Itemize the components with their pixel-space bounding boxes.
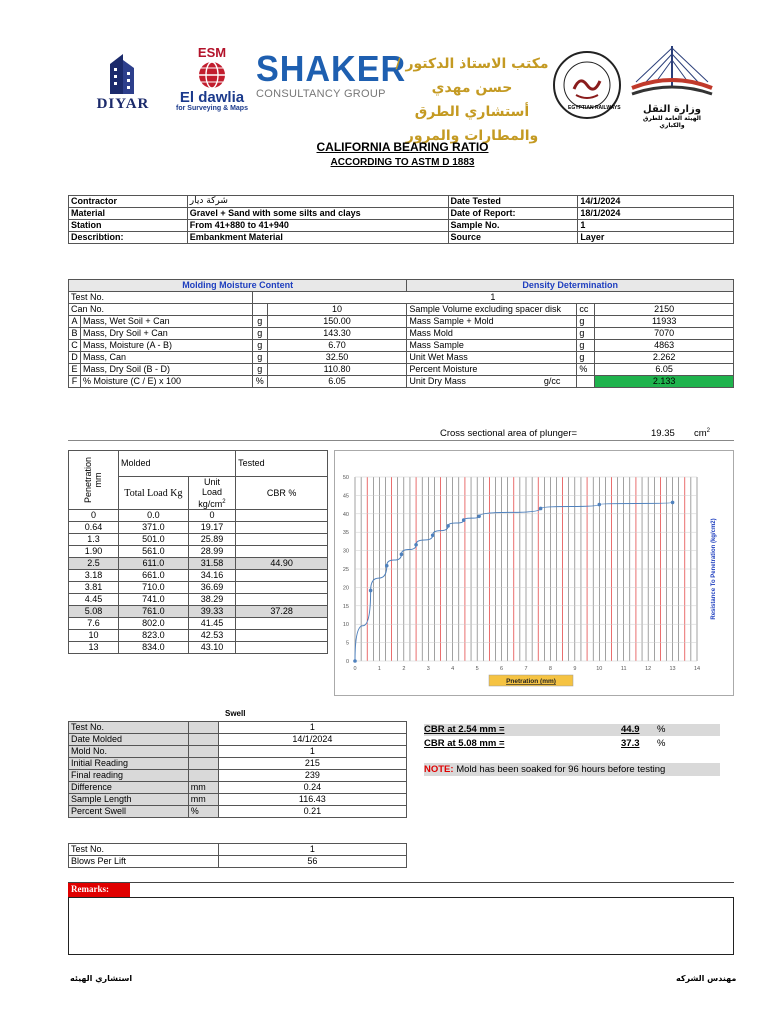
swell-row: [69, 734, 407, 746]
unit-load-sup: 2: [222, 499, 226, 505]
density-value: 4863: [595, 340, 734, 352]
data-point: [539, 507, 543, 511]
swell-unit: [188, 722, 218, 734]
plunger-value: 19.35: [651, 428, 675, 439]
info-table: [68, 195, 734, 244]
cbr-508-row: [424, 738, 720, 750]
cbr-254-label: CBR at 2.54 mm =: [424, 724, 505, 735]
cbr-508-value: 37.3: [621, 738, 640, 749]
x-tick-label: 2: [402, 666, 406, 672]
moisture-value: 110.80: [267, 364, 407, 376]
moisture-key: C: [69, 340, 81, 352]
unit-dry-mass-cell: [407, 376, 577, 388]
tested-header: Tested: [236, 451, 328, 477]
penetration-value: 3.18: [69, 570, 119, 582]
y-tick-label: 25: [342, 567, 349, 573]
swell-unit: [188, 746, 218, 758]
total-load-value: 823.0: [119, 630, 189, 642]
swell-row: [69, 770, 407, 782]
density-unit: g: [577, 340, 595, 352]
cbr-254-value: 44.9: [621, 724, 640, 735]
ministry-text: وزارة النقل: [643, 104, 701, 115]
density-value: 6.05: [595, 364, 734, 376]
office-arabic-line2: أستشاري الطرق والمطارات والمرور: [405, 104, 539, 144]
contractor-label: Contractor: [69, 196, 188, 208]
penetration-unit: mm: [93, 472, 103, 488]
penetration-value: 2.5: [69, 558, 119, 570]
data-point: [353, 659, 357, 663]
source-label: Source: [448, 232, 578, 244]
penetration-value: 1.3: [69, 534, 119, 546]
penetration-row: [69, 582, 328, 594]
eldawlia-text: El dawlia: [179, 89, 245, 106]
cbr-value: [236, 630, 328, 642]
cbr-value: [236, 582, 328, 594]
moisture-unit: g: [252, 328, 267, 340]
density-header: Density Determination: [407, 280, 734, 292]
y-tick-label: 10: [342, 622, 349, 629]
date-tested-value: 14/1/2024: [578, 196, 734, 208]
x-tick-label: 10: [596, 666, 603, 672]
data-point: [462, 518, 466, 522]
plunger-unit-wrap: [694, 428, 710, 439]
total-load-value: 741.0: [119, 594, 189, 606]
moisture-unit: %: [252, 376, 267, 388]
x-tick-label: 6: [500, 666, 504, 672]
total-load-value: 0.0: [119, 510, 189, 522]
sample-no-label: Sample No.: [448, 220, 578, 232]
swell-value: 215: [218, 758, 406, 770]
eldawlia-subtext: for Surveying & Maps: [176, 105, 248, 112]
unit-load-unit: kg/cm: [198, 499, 223, 509]
cbr-508-unit: %: [657, 738, 666, 749]
swell-value: 1: [218, 746, 406, 758]
penetration-row: [69, 618, 328, 630]
penetration-row: [69, 606, 328, 618]
total-load-value: 802.0: [119, 618, 189, 630]
eldawlia-logo: [172, 45, 252, 125]
remarks-label: Remarks:: [68, 883, 130, 897]
penetration-row: [69, 510, 328, 522]
penetration-value: 13: [69, 642, 119, 654]
material-value: Gravel + Sand with some silts and clays: [187, 208, 448, 220]
can-no-label: Can No.: [69, 304, 253, 316]
cbr-254-unit: %: [657, 724, 666, 735]
swell-title: Swell: [225, 709, 246, 718]
plunger-unit-sup: 2: [706, 428, 711, 434]
x-tick-label: 8: [548, 666, 552, 672]
total-load-value: 834.0: [119, 642, 189, 654]
penetration-value: 0: [69, 510, 119, 522]
cbr-value: [236, 570, 328, 582]
density-label: Mass Sample + Mold: [407, 316, 577, 328]
cbr-chart: [335, 451, 733, 695]
station-label: Station: [69, 220, 188, 232]
cbr-value: 44.90: [236, 558, 328, 570]
x-tick-label: 7: [524, 666, 528, 672]
swell-unit: [188, 770, 218, 782]
blows-table: [68, 843, 407, 868]
penetration-value: 3.81: [69, 582, 119, 594]
density-label: Percent Moisture: [407, 364, 577, 376]
plunger-label: Cross sectional area of plunger=: [440, 428, 578, 439]
moisture-label: Mass, Moisture (A - B): [80, 340, 252, 352]
penetration-rows: [69, 510, 328, 654]
unit-load-value: 19.17: [188, 522, 235, 534]
data-point: [385, 564, 389, 568]
cbr-value: [236, 510, 328, 522]
y-tick-label: 40: [342, 511, 349, 518]
railways-logo: [550, 45, 625, 125]
penetration-value: 10: [69, 630, 119, 642]
data-point: [597, 503, 601, 507]
swell-unit: %: [188, 806, 218, 818]
page-title: CALIFORNIA BEARING RATIO: [316, 140, 489, 154]
density-value: 11933: [595, 316, 734, 328]
y-tick-label: 50: [342, 475, 349, 481]
y-axis-label: Resistance To Penetration (kg/cm2): [711, 518, 717, 620]
unit-load-value: 38.29: [188, 594, 235, 606]
unit-load-line3: [191, 497, 233, 509]
ministry-subtext: الهيئة العامة للطرق والكباري: [643, 115, 701, 129]
note-row: [424, 763, 720, 776]
office-arabic-logo: [394, 52, 550, 148]
penetration-value: 7.6: [69, 618, 119, 630]
cbr-value: [236, 546, 328, 558]
plunger-area: [440, 428, 577, 439]
data-point: [400, 553, 404, 557]
swell-label: Percent Swell: [69, 806, 189, 818]
unit-load-value: 41.45: [188, 618, 235, 630]
total-load-header: Total Load Kg: [119, 477, 189, 510]
moisture-value: 6.05: [267, 376, 407, 388]
unit-load-value: 0: [188, 510, 235, 522]
total-load-value: 501.0: [119, 534, 189, 546]
unit-load-value: 36.69: [188, 582, 235, 594]
moisture-key: D: [69, 352, 81, 364]
total-load-value: 710.0: [119, 582, 189, 594]
swell-row: [69, 722, 407, 734]
y-tick-label: 45: [342, 493, 349, 500]
cbr-value: [236, 534, 328, 546]
unit-load-value: 39.33: [188, 606, 235, 618]
unit-load-value: 31.58: [188, 558, 235, 570]
moisture-header: Molding Moisture Content: [69, 280, 407, 292]
y-tick-label: 0: [345, 659, 349, 665]
unit-load-line2: Load: [201, 487, 222, 497]
penetration-value: 4.45: [69, 594, 119, 606]
y-tick-label: 30: [342, 548, 349, 555]
blows-test-no-label: Test No.: [69, 844, 219, 856]
moisture-label: Mass, Dry Soil + Can: [80, 328, 252, 340]
penetration-row: [69, 594, 328, 606]
swell-label: Date Molded: [69, 734, 189, 746]
x-tick-label: 0: [353, 666, 357, 672]
blows-test-no-value: 1: [218, 844, 406, 856]
density-label: Mass Mold: [407, 328, 577, 340]
cbr-254-row: [424, 724, 720, 736]
swell-table: [68, 721, 407, 818]
moisture-key: B: [69, 328, 81, 340]
swell-label: Final reading: [69, 770, 189, 782]
swell-label: Initial Reading: [69, 758, 189, 770]
swell-value: 239: [218, 770, 406, 782]
moisture-unit: g: [252, 364, 267, 376]
date-tested-label: Date Tested: [448, 196, 578, 208]
swell-row: [69, 746, 407, 758]
unit-load-value: 34.16: [188, 570, 235, 582]
unit-dry-mass-label: Unit Dry Mass: [409, 376, 466, 386]
density-value: 2.262: [595, 352, 734, 364]
penetration-row: [69, 570, 328, 582]
diyar-text: DIYAR: [96, 96, 150, 112]
cbr-value: [236, 642, 328, 654]
page-subtitle: ACCORDING TO ASTM D 1883: [330, 157, 475, 168]
penetration-row: [69, 642, 328, 654]
penetration-table: [68, 450, 328, 654]
moisture-value: 143.30: [267, 328, 407, 340]
swell-value: 0.21: [218, 806, 406, 818]
moisture-key: F: [69, 376, 81, 388]
penetration-row: [69, 534, 328, 546]
footer-engineer: مهندس الشركه: [676, 974, 737, 983]
note-label: NOTE:: [424, 764, 454, 775]
cbr-value: 37.28: [236, 606, 328, 618]
swell-value: 1: [218, 722, 406, 734]
data-point: [431, 533, 435, 537]
swell-unit: mm: [188, 782, 218, 794]
swell-label: Sample Length: [69, 794, 189, 806]
density-unit: %: [577, 364, 595, 376]
cbr-508-label: CBR at 5.08 mm =: [424, 738, 505, 749]
data-point: [369, 589, 373, 593]
cbr-value: [236, 618, 328, 630]
moisture-unit: g: [252, 340, 267, 352]
office-arabic-line1: مكتب الاستاذ الدكتور / حسن مهدي: [395, 56, 549, 96]
blows-label: Blows Per Lift: [69, 856, 219, 868]
source-value: Layer: [578, 232, 734, 244]
total-load-value: 661.0: [119, 570, 189, 582]
penetration-row: [69, 522, 328, 534]
unit-load-value: 28.99: [188, 546, 235, 558]
remarks-box[interactable]: [68, 897, 734, 955]
bridge-icon: [630, 42, 714, 102]
unit-load-value: 43.10: [188, 642, 235, 654]
swell-label: Test No.: [69, 722, 189, 734]
moisture-label: % Moisture (C / E) x 100: [80, 376, 252, 388]
data-point: [477, 514, 481, 518]
moisture-density-table: [68, 279, 734, 388]
moisture-value: 150.00: [267, 316, 407, 328]
penetration-value: 1.90: [69, 546, 119, 558]
x-tick-label: 1: [377, 666, 381, 672]
globe-icon: [197, 60, 227, 90]
swell-unit: [188, 734, 218, 746]
penetration-row: [69, 630, 328, 642]
swell-row: [69, 782, 407, 794]
density-unit: g: [577, 316, 595, 328]
x-tick-label: 14: [693, 666, 701, 672]
test-no-label: Test No.: [69, 292, 253, 304]
density-value: 2150: [595, 304, 734, 316]
penetration-header: Penetration: [83, 456, 93, 504]
x-tick-label: 9: [573, 666, 577, 672]
sample-no-value: 1: [578, 220, 734, 232]
swell-value: 14/1/2024: [218, 734, 406, 746]
moisture-label: Mass, Can: [80, 352, 252, 364]
penetration-row: [69, 546, 328, 558]
swell-rows: [69, 722, 407, 818]
density-label: Sample Volume excluding spacer disk: [407, 304, 577, 316]
molded-header: Molded: [119, 451, 236, 477]
test-no-value: 1: [252, 292, 733, 304]
unit-dry-mass-unit: g/cc: [543, 376, 561, 386]
cbr-value: [236, 594, 328, 606]
ministry-logo: [630, 42, 714, 134]
remarks-divider: [68, 882, 734, 883]
swell-unit: [188, 758, 218, 770]
contractor-value: شركة ديار: [187, 196, 448, 208]
cbr-header: CBR %: [236, 477, 328, 510]
railways-seal-icon: [550, 45, 625, 125]
y-tick-label: 5: [345, 640, 349, 647]
swell-value: 0.24: [218, 782, 406, 794]
density-unit: cc: [577, 304, 595, 316]
date-report-label: Date of Report:: [448, 208, 578, 220]
data-point: [671, 501, 675, 505]
unit-load-line1: Unit: [203, 477, 220, 487]
y-tick-label: 20: [342, 585, 349, 592]
x-tick-label: 3: [426, 666, 430, 672]
swell-row: [69, 806, 407, 818]
x-axis-label: Pnetration (mm): [506, 678, 556, 685]
x-tick-label: 13: [669, 666, 676, 672]
total-load-value: 761.0: [119, 606, 189, 618]
moisture-value: 6.70: [267, 340, 407, 352]
chart-frame: [334, 450, 734, 696]
moisture-unit: g: [252, 316, 267, 328]
moisture-value: 32.50: [267, 352, 407, 364]
swell-label: Difference: [69, 782, 189, 794]
penetration-value: 5.08: [69, 606, 119, 618]
plunger-unit: cm: [694, 428, 707, 440]
note-text: Mold has been soaked for 96 hours before testing: [453, 764, 666, 775]
diyar-logo: [88, 46, 158, 116]
x-tick-label: 12: [645, 666, 652, 672]
density-label: Mass Sample: [407, 340, 577, 352]
can-no-value: 10: [267, 304, 407, 316]
unit-load-value: 25.89: [188, 534, 235, 546]
description-label: Describtion:: [69, 232, 188, 244]
shaker-logo: [256, 48, 407, 100]
density-unit: g: [577, 328, 595, 340]
moisture-key: A: [69, 316, 81, 328]
x-tick-label: 11: [620, 666, 627, 672]
blows-value: 56: [218, 856, 406, 868]
data-point: [414, 543, 418, 547]
railways-ring-text: EGYPTIAN RAILWAYS: [568, 105, 621, 111]
density-unit: g: [577, 352, 595, 364]
penetration-value: 0.64: [69, 522, 119, 534]
density-label: Unit Wet Mass: [407, 352, 577, 364]
shaker-subtext: CONSULTANCY GROUP: [256, 88, 386, 100]
unit-load-value: 42.53: [188, 630, 235, 642]
unit-load-header: [188, 477, 235, 510]
swell-row: [69, 758, 407, 770]
y-tick-label: 15: [342, 603, 349, 610]
moisture-label: Mass, Dry Soil (B - D): [80, 364, 252, 376]
total-load-value: 371.0: [119, 522, 189, 534]
total-load-value: 611.0: [119, 558, 189, 570]
shaker-text: SHAKER: [256, 48, 407, 89]
x-tick-label: 5: [475, 666, 479, 672]
cbr-value: [236, 522, 328, 534]
swell-label: Mold No.: [69, 746, 189, 758]
date-report-value: 18/1/2024: [578, 208, 734, 220]
swell-value: 116.43: [218, 794, 406, 806]
esm-text: ESM: [197, 45, 227, 60]
diyar-building-icon: [88, 46, 158, 96]
density-value: 7070: [595, 328, 734, 340]
divider-line: [68, 440, 734, 441]
moisture-unit: g: [252, 352, 267, 364]
y-tick-label: 35: [342, 530, 349, 537]
material-label: Material: [69, 208, 188, 220]
penetration-row: [69, 558, 328, 570]
station-value: From 41+880 to 41+940: [187, 220, 448, 232]
footer-consultant: استشاري الهيئه: [70, 974, 133, 983]
swell-unit: mm: [188, 794, 218, 806]
penetration-header-cell: [69, 451, 119, 510]
swell-row: [69, 794, 407, 806]
moisture-key: E: [69, 364, 81, 376]
x-tick-label: 4: [451, 666, 455, 672]
total-load-value: 561.0: [119, 546, 189, 558]
data-point: [446, 524, 450, 528]
moisture-label: Mass, Wet Soil + Can: [80, 316, 252, 328]
unit-dry-mass-value: 2.133: [595, 376, 734, 388]
description-value: Embankment Material: [187, 232, 448, 244]
